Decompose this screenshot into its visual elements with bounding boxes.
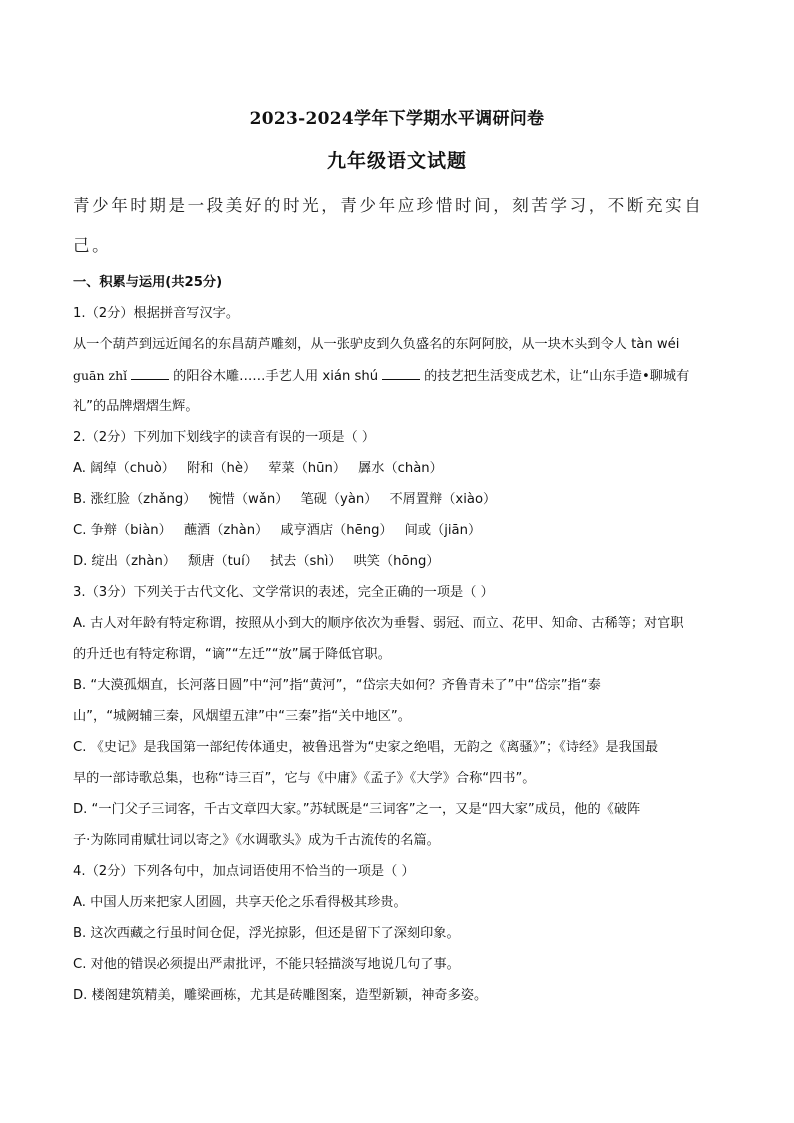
option-c[interactable]: C. 《史记》是我国第一部纪传体通史，被鲁迅誉为“史家之绝唱，无韵之《离骚》”；《诗经》是我国最 <box>73 740 659 755</box>
option-a[interactable]: A. 古人对年龄有特定称谓，按照从小到大的顺序依次为垂髫、弱冠、而立、花甲、知命、古稀等；对官职 <box>73 616 684 631</box>
motto <box>73 186 723 266</box>
option-word: 不屑置辩（xiào） <box>389 492 497 507</box>
option-b-continued: 山”，“城阙辅三秦，风烟望五津”中“三秦”指“关中地区”。 <box>73 709 411 724</box>
motto-line: 青少年时期是一段美好的时光，青少年应珍惜时间，刻苦学习，不断充实自 <box>73 196 704 215</box>
option-word: 荤菜（hūn） <box>268 461 347 476</box>
question-1-stem: 1.（2分）根据拼音写汉字。 <box>73 306 240 321</box>
option-d[interactable]: D. 楼阁建筑精美，雕梁画栋，尤其是砖雕图案，造型新颖，神奇多姿。 <box>73 988 488 1003</box>
option-word: 惋惜（wǎn） <box>208 492 289 507</box>
question-1-text: 从一个葫芦到远近闻名的东昌葫芦雕刻，从一张驴皮到久负盛名的东阿阿胶，从一块木头到令人 tàn wéi <box>73 337 680 352</box>
option-d-continued: 子·为陈同甫赋壮词以寄之》《水调歌头》成为千古流传的名篇。 <box>73 833 440 848</box>
motto-line: 己。 <box>73 236 112 255</box>
option-word: 咸亨酒店（hēng） <box>280 523 393 538</box>
question-3-stem: 3.（3分）下列关于古代文化、文学常识的表述，完全正确的一项是（ ） <box>73 585 494 600</box>
option-c-continued: 早的一部诗歌总集，也称“诗三百”，它与《中庸》《孟子》《大学》合称“四书”。 <box>73 771 536 786</box>
exam-title: 2023-2024学年下学期水平调研问卷 <box>249 109 545 129</box>
option-word: D. 绽出（zhàn） <box>73 554 177 569</box>
option-b[interactable]: B. 这次西藏之行虽时间仓促，浮光掠影，但还是留下了深刻印象。 <box>73 926 460 941</box>
option-b[interactable] <box>73 484 723 515</box>
option-b[interactable]: B. “大漠孤烟直，长河落日圆”中“河”指“黄河”，“岱宗夫如何？齐鲁青未了”中“岱宗”指“泰 <box>73 678 601 693</box>
option-word: A. 阔绰（chuò） <box>73 461 175 476</box>
question-1-text: 礼”的品牌熠熠生辉。 <box>73 399 199 414</box>
answer-blank[interactable] <box>382 365 420 380</box>
option-word: 拭去（shì） <box>269 554 342 569</box>
option-c[interactable]: C. 对他的错误必须提出严肃批评，不能只轻描淡写地说几句了事。 <box>73 957 460 972</box>
option-word: 羼水（chàn） <box>358 461 443 476</box>
question-1-text <box>73 360 723 391</box>
question-1-text-segment: 的技艺把生活变成艺术，让“山东手造•聊城有 <box>424 369 690 384</box>
option-a-continued: 的升迁也有特定称谓，“谪”“左迁”“放”属于降低官职。 <box>73 647 391 662</box>
option-word: 间或（jiān） <box>404 523 482 538</box>
question-2-stem: 2.（2分）下列加下划线字的读音有误的一项是（ ） <box>73 430 376 445</box>
option-a[interactable]: A. 中国人历来把家人团圆，共享天伦之乐看得极其珍贵。 <box>73 895 407 910</box>
option-d[interactable]: D. “一门父子三词客，千古文章四大家。”苏轼既是“三词客”之一，又是“四大家”成员，他的《破阵 <box>73 802 641 817</box>
option-word: B. 涨红脸（zhǎng） <box>73 492 197 507</box>
option-a[interactable] <box>73 453 723 484</box>
option-word: 颓唐（tuí） <box>188 554 258 569</box>
option-word: 笔砚（yàn） <box>300 492 378 507</box>
option-word: 蘸酒（zhàn） <box>183 523 269 538</box>
exam-body <box>73 267 723 1011</box>
answer-blank[interactable] <box>131 365 169 380</box>
option-word: C. 争辩（biàn） <box>73 523 172 538</box>
pinyin: guān zhǐ <box>73 368 128 383</box>
section-heading: 一、积累与运用(共25分) <box>73 275 223 290</box>
exam-subtitle: 九年级语文试题 <box>326 150 467 172</box>
option-d[interactable] <box>73 546 723 577</box>
question-1-text-segment: 的阳谷木雕……手艺人用 xián shú <box>173 369 379 384</box>
question-4-stem: 4.（2分）下列各句中，加点词语使用不恰当的一项是（ ） <box>73 864 415 879</box>
option-word: 哄笑（hōng） <box>353 554 440 569</box>
option-word: 附和（hè） <box>186 461 257 476</box>
option-c[interactable] <box>73 515 723 546</box>
